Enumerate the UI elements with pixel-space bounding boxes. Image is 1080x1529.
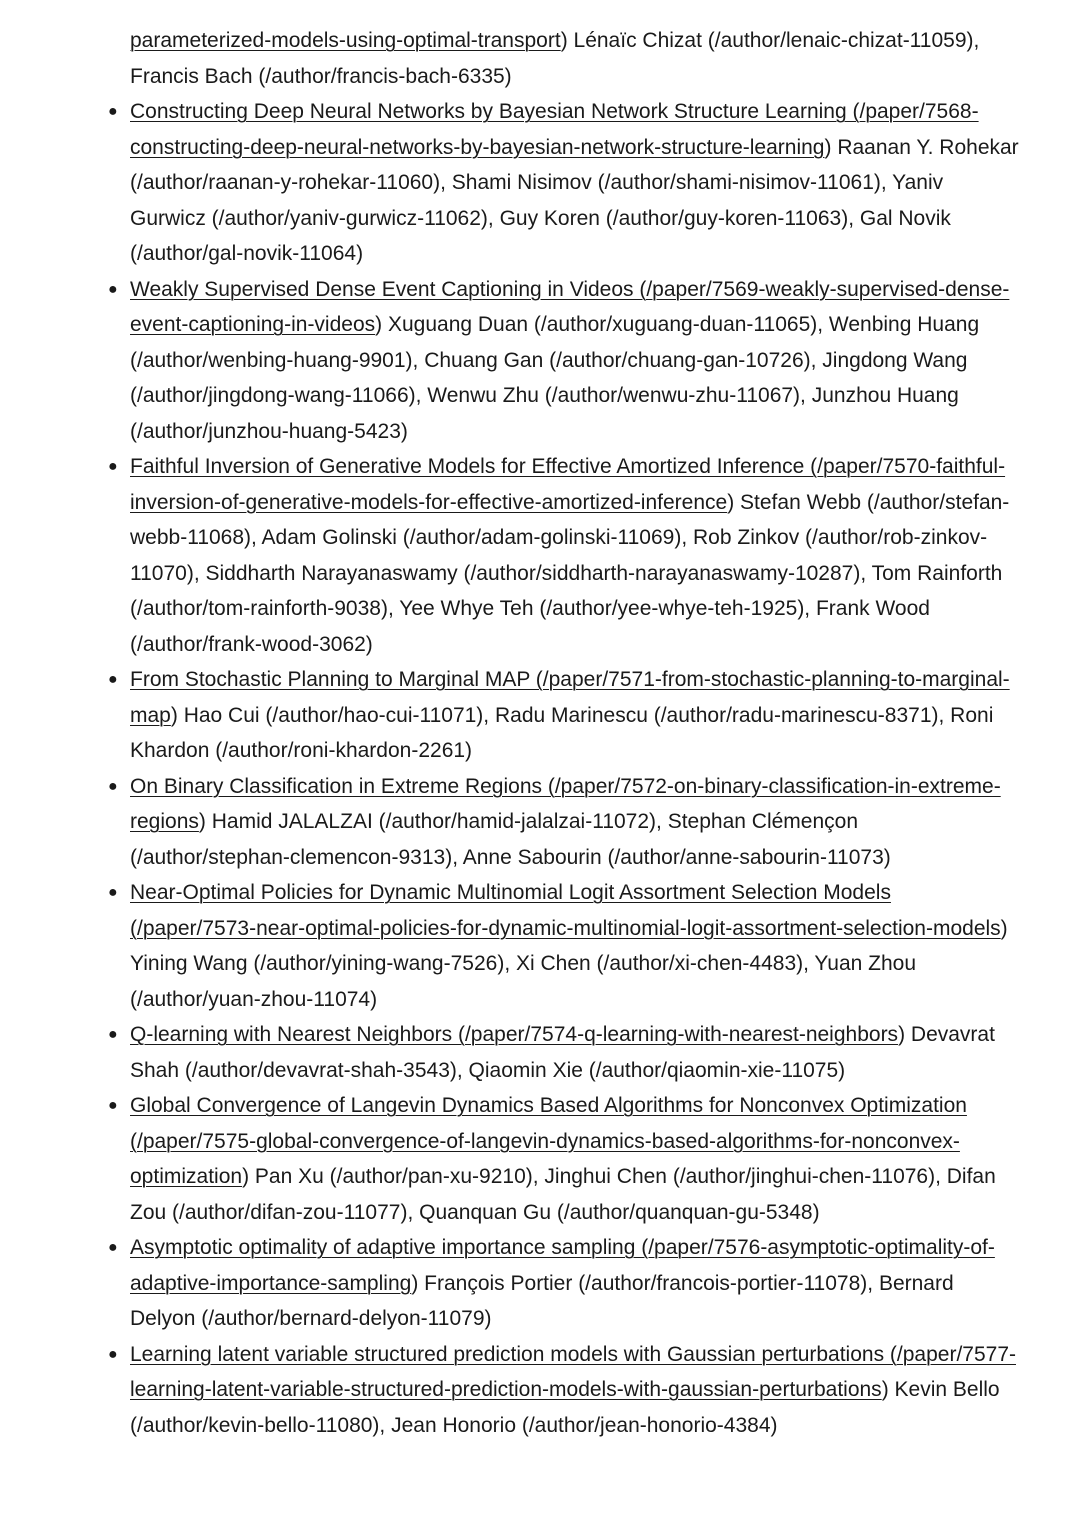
link-close-paren: ) [727,490,735,514]
bullet-icon: ● [108,1026,118,1043]
author-list: Stefan Webb (/author/stefan-webb-11068), Adam Golinski (/author/adam-golinski-11069), Rob Zinkov (/author/rob-zinkov-11070), Siddharth Narayanaswamy (/author/siddharth-narayanaswamy-10287), Tom Rainforth (/author/tom-rainforth-9038), Yee Whye Teh (/author/yee-whye-teh-1925), Frank Wood (/author/frank-wood-3062) [130,490,1010,656]
author-list: Lénaïc Chizat (/author/lenaic-chizat-11059), Francis Bach (/author/francis-bach-6335) [130,29,980,88]
list-item [108,1017,1020,1088]
link-close-paren: ) [881,1378,889,1401]
link-close-paren: ) [170,703,178,727]
paper-link[interactable]: Global Convergence of Langevin Dynamics Based Algorithms for Nonconvex Optimization (/paper/7575-global-convergence-of-langevin-dynamics-based-algorithms-for-nonconvex-optimization [130,1094,967,1188]
bullet-icon: ● [108,103,118,120]
list-item [108,449,1020,662]
link-close-paren: ) [375,313,383,336]
bullet-icon: ● [108,671,118,688]
author-list: Hamid JALALZAI (/author/hamid-jalalzai-11072), Stephan Clémençon (/author/stephan-clemencon-9313), Anne Sabourin (/author/anne-sabourin-11073) [130,810,891,869]
bullet-icon: ● [108,280,118,298]
author-list: Xuguang Duan (/author/xuguang-duan-11065), Wenbing Huang (/author/wenbing-huang-9901), Chuang Gan (/author/chuang-gan-10726), Jingdong Wang (/author/jingdong-wang-11066), Wenwu Zhu (/author/wenwu-zhu-11067), Junzhou Huang (/author/junzhou-huang-5423) [130,313,980,443]
list-item [108,1088,1020,1230]
link-close-paren: ) [1000,916,1008,940]
list-item [108,769,1020,876]
paper-link[interactable]: Weakly Supervised Dense Event Captioning in Videos (/paper/7569-weakly-supervised-dense-event-captioning-in-videos [130,277,1010,336]
link-close-paren: ) [560,29,568,52]
paper-link[interactable]: On Binary Classification in Extreme Regions (/paper/7572-on-binary-classification-in-extreme-regions [130,774,1001,833]
list-item [108,272,1020,450]
author-list: Devavrat Shah (/author/devavrat-shah-3543), Qiaomin Xie (/author/qiaomin-xie-11075) [130,1023,995,1082]
paper-link[interactable]: Asymptotic optimality of adaptive importance sampling (/paper/7576-asymptotic-optimality-of-adaptive-importance-sampling [130,1236,995,1295]
paper-link[interactable]: Faithful Inversion of Generative Models for Effective Amortized Inference (/paper/7570-faithful-inversion-of-generative-models-for-effective-amortized-inference [130,455,1006,514]
list-item [108,1337,1020,1444]
paper-list [108,94,1020,1443]
list-item [108,94,1020,272]
list-item [108,662,1020,769]
link-close-paren: ) [242,1165,250,1188]
bullet-icon: ● [108,884,118,901]
paper-link[interactable]: Near-Optimal Policies for Dynamic Multinomial Logit Assortment Selection Models (/paper/7573-near-optimal-policies-for-dynamic-multinomial-logit-assortment-selection-models [130,881,1001,940]
paper-link[interactable]: Learning latent variable structured prediction models with Gaussian perturbations (/paper/7577-learning-latent-variable-structured-prediction-models-with-gaussian-perturbations [130,1342,1016,1401]
paper-link[interactable]: Q-learning with Nearest Neighbors (/paper/7574-q-learning-with-nearest-neighbors [130,1023,899,1046]
link-close-paren: ) [411,1271,419,1295]
paper-list-page [108,23,1020,1443]
author-list: François Portier (/author/francois-portier-11078), Bernard Delyon (/author/bernard-delyon-11079) [130,1271,954,1330]
bullet-icon: ● [108,1239,118,1256]
author-list: Yining Wang (/author/yining-wang-7526), Xi Chen (/author/xi-chen-4483), Yuan Zhou (/author/yuan-zhou-11074) [130,952,917,1011]
bullet-icon: ● [108,777,118,795]
bullet-icon: ● [108,458,118,475]
link-close-paren: ) [898,1023,906,1046]
author-list: Kevin Bello (/author/kevin-bello-11080), Jean Honorio (/author/jean-honorio-4384) [130,1378,1000,1437]
paper-link[interactable]: From Stochastic Planning to Marginal MAP (/paper/7571-from-stochastic-planning-to-marginal-map [130,668,1010,727]
list-item-continuation [130,23,1020,94]
bullet-icon: ● [108,1097,118,1114]
link-close-paren: ) [198,810,206,833]
paper-link[interactable]: parameterized-models-using-optimal-transport [130,29,561,52]
paper-link[interactable]: Constructing Deep Neural Networks by Bayesian Network Structure Learning (/paper/7568-constructing-deep-neural-networks-by-bayesian-network-structure-learning [130,100,979,159]
list-item [108,1230,1020,1337]
author-list: Hao Cui (/author/hao-cui-11071), Radu Marinescu (/author/radu-marinescu-8371), Roni Khardon (/author/roni-khardon-2261) [130,703,994,762]
link-close-paren: ) [824,135,832,159]
author-list: Raanan Y. Rohekar (/author/raanan-y-rohekar-11060), Shami Nisimov (/author/shami-nisimov-11061), Yaniv Gurwicz (/author/yaniv-gurwicz-11062), Guy Koren (/author/guy-koren-11063), Gal Novik (/author/gal-novik-11064) [130,135,1019,265]
author-list: Pan Xu (/author/pan-xu-9210), Jinghui Chen (/author/jinghui-chen-11076), Difan Zou (/author/difan-zou-11077), Quanquan Gu (/author/quanquan-gu-5348) [130,1165,996,1224]
list-item [108,875,1020,1017]
bullet-icon: ● [108,1345,118,1363]
